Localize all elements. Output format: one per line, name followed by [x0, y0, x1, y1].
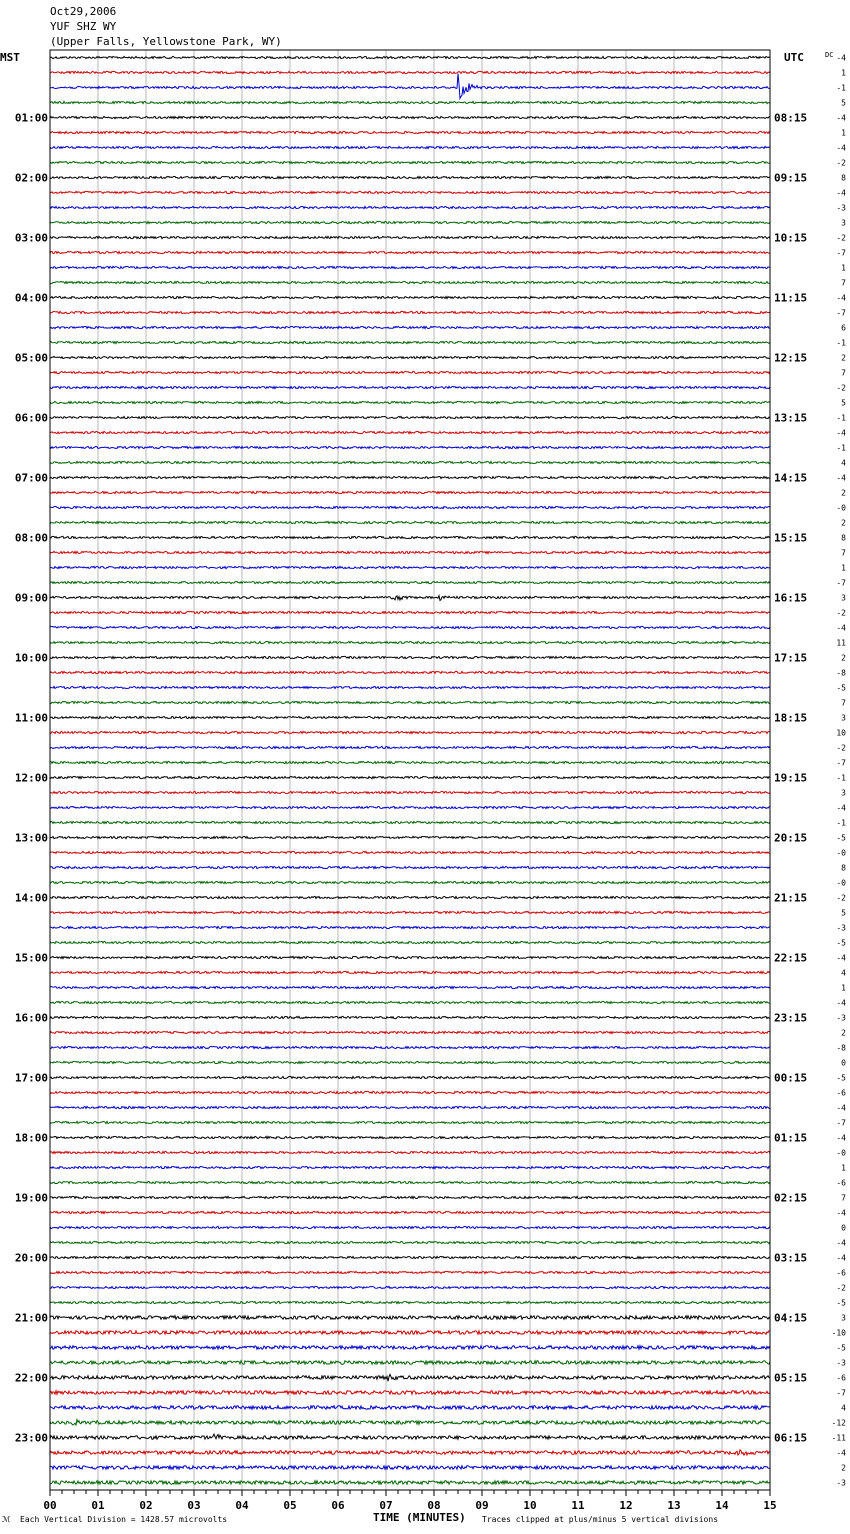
- dc-offset-label: -4: [836, 1238, 846, 1248]
- dc-offset-label: -4: [836, 1448, 846, 1458]
- trace-line: [50, 596, 770, 601]
- dc-offset-label: 3: [841, 593, 846, 603]
- trace-group: [50, 56, 770, 1484]
- left-hour-label: 07:00: [14, 471, 48, 485]
- dc-offset-label: 2: [841, 353, 846, 363]
- dc-offset-label: -1: [836, 773, 846, 783]
- trace-line: [50, 746, 770, 748]
- dc-offset-label: 7: [841, 368, 846, 378]
- trace-line: [50, 491, 770, 493]
- trace-line: [50, 1256, 770, 1258]
- left-hour-label: 17:00: [14, 1071, 48, 1085]
- trace-line: [50, 761, 770, 763]
- station-label: YUF SHZ WY: [50, 20, 117, 33]
- left-hour-label: 06:00: [14, 411, 48, 425]
- x-tick-label: 12: [619, 1499, 633, 1512]
- trace-line: [50, 116, 770, 118]
- trace-line: [50, 1061, 770, 1063]
- right-hour-label: 21:15: [774, 891, 808, 905]
- trace-line: [50, 776, 770, 778]
- dc-offset-label: -1: [836, 443, 846, 453]
- dc-offset-label: 5: [841, 98, 846, 108]
- date-label: Oct29,2006: [50, 5, 117, 18]
- dc-offset-label: -4: [836, 53, 846, 63]
- trace-line: [50, 1450, 770, 1455]
- trace-line: [50, 851, 770, 853]
- dc-offset-label: -7: [836, 308, 846, 318]
- dc-offset-label: -4: [836, 1208, 846, 1218]
- dc-offset-label: 1: [841, 68, 846, 78]
- trace-line: [50, 206, 770, 208]
- dc-offset-label: 1: [841, 563, 846, 573]
- trace-line: [50, 236, 770, 238]
- right-hour-label: 08:15: [774, 111, 808, 125]
- right-hour-label: 05:15: [774, 1371, 808, 1385]
- left-hour-label: 12:00: [14, 771, 48, 785]
- trace-line: [50, 326, 770, 328]
- right-hour-label: 22:15: [774, 951, 808, 965]
- right-hour-label: 19:15: [774, 771, 808, 785]
- x-tick-label: 01: [91, 1499, 105, 1512]
- dc-offset-label: -4: [836, 623, 846, 633]
- trace-line: [50, 581, 770, 583]
- trace-line: [50, 1121, 770, 1123]
- trace-line: [50, 476, 770, 478]
- right-hour-label: 13:15: [774, 411, 808, 425]
- trace-line: [50, 161, 770, 163]
- right-axis-label: UTC: [784, 51, 804, 64]
- trace-line: [50, 74, 770, 99]
- dc-offset-label: -5: [836, 1073, 846, 1083]
- dc-offset-label: -4: [836, 998, 846, 1008]
- dc-offset-label: -7: [836, 1388, 846, 1398]
- trace-line: [50, 551, 770, 553]
- trace-line: [50, 911, 770, 913]
- trace-line: [50, 221, 770, 223]
- trace-line: [50, 521, 770, 523]
- trace-line: [50, 431, 770, 433]
- left-hour-label: 08:00: [14, 531, 48, 545]
- dc-offset-label: 3: [841, 1313, 846, 1323]
- dc-offset-label: -4: [836, 953, 846, 963]
- dc-offset-label: -6: [836, 1268, 846, 1278]
- dc-offset-label: 1: [841, 1163, 846, 1173]
- trace-line: [50, 1031, 770, 1033]
- location-label: (Upper Falls, Yellowstone Park, WY): [50, 35, 282, 48]
- clip-note: Traces clipped at plus/minus 5 vertical divisions: [482, 1515, 719, 1524]
- trace-line: [50, 1241, 770, 1243]
- right-hour-label: 15:15: [774, 531, 808, 545]
- left-hour-label: 19:00: [14, 1191, 48, 1205]
- trace-line: [50, 1001, 770, 1003]
- dc-offset-label: -2: [836, 893, 846, 903]
- dc-offset-label: 1: [841, 983, 846, 993]
- left-hour-label: 14:00: [14, 891, 48, 905]
- trace-line: [50, 926, 770, 928]
- trace-line: [50, 1106, 770, 1108]
- trace-line: [50, 401, 770, 403]
- right-hour-label: 03:15: [774, 1251, 808, 1265]
- trace-line: [50, 611, 770, 613]
- dc-offset-label: -1: [836, 818, 846, 828]
- right-hour-label: 01:15: [774, 1131, 808, 1145]
- right-hour-label: 18:15: [774, 711, 808, 725]
- dc-offset-label: -1: [836, 83, 846, 93]
- right-hour-label: 20:15: [774, 831, 808, 845]
- dc-offset-label: 0: [841, 1058, 846, 1068]
- trace-line: [50, 791, 770, 793]
- right-hour-label: 10:15: [774, 231, 808, 245]
- dc-offset-label: -3: [836, 1478, 846, 1488]
- trace-line: [50, 341, 770, 343]
- left-hour-label: 21:00: [14, 1311, 48, 1325]
- trace-line: [50, 671, 770, 673]
- left-hour-label: 01:00: [14, 111, 48, 125]
- dc-offset-label: -7: [836, 758, 846, 768]
- dc-offset-label: 1: [841, 128, 846, 138]
- trace-line: [50, 356, 770, 358]
- dc-offset-label: -2: [836, 743, 846, 753]
- trace-line: [50, 1166, 770, 1168]
- dc-offset-label: 7: [841, 1193, 846, 1203]
- left-hour-label: 05:00: [14, 351, 48, 365]
- trace-line: [50, 296, 770, 298]
- dc-offset-label: -0: [836, 503, 846, 513]
- dc-offset-label: -4: [836, 428, 846, 438]
- left-hour-label: 02:00: [14, 171, 48, 185]
- trace-line: [50, 1181, 770, 1183]
- right-hour-label: 00:15: [774, 1071, 808, 1085]
- trace-line: [50, 386, 770, 388]
- left-hour-label: 16:00: [14, 1011, 48, 1025]
- dc-offset-label: 1: [841, 263, 846, 273]
- dc-offset-label: -5: [836, 1343, 846, 1353]
- trace-line: [50, 1211, 770, 1213]
- x-tick-label: 10: [523, 1499, 537, 1512]
- trace-line: [50, 131, 770, 133]
- trace-line: [50, 1316, 770, 1320]
- dc-offset-label: -6: [836, 1373, 846, 1383]
- x-tick-label: 06: [331, 1499, 345, 1512]
- x-tick-label: 03: [187, 1499, 201, 1512]
- trace-line: [50, 626, 770, 628]
- dc-offset-label: -2: [836, 383, 846, 393]
- x-tick-label: 09: [475, 1499, 489, 1512]
- x-tick-label: 07: [379, 1499, 393, 1512]
- dc-offset-label: -2: [836, 233, 846, 243]
- trace-line: [50, 1196, 770, 1198]
- dc-offset-label: -0: [836, 878, 846, 888]
- trace-line: [50, 1301, 770, 1303]
- trace-line: [50, 1481, 770, 1485]
- trace-line: [50, 701, 770, 703]
- dc-offset-label: -4: [836, 803, 846, 813]
- right-hour-label: 06:15: [774, 1431, 808, 1445]
- x-tick-label: 00: [43, 1499, 57, 1512]
- dc-offset-label: 8: [841, 173, 846, 183]
- trace-line: [50, 281, 770, 283]
- trace-line: [50, 176, 770, 178]
- trace-line: [50, 71, 770, 73]
- trace-line: [50, 1466, 770, 1470]
- dc-offset-label: -0: [836, 848, 846, 858]
- trace-line: [50, 941, 770, 943]
- dc-offset-label: -4: [836, 473, 846, 483]
- dc-offset-label: -8: [836, 1043, 846, 1053]
- left-hour-label: 15:00: [14, 951, 48, 965]
- left-hour-label: 04:00: [14, 291, 48, 305]
- right-hour-label: 12:15: [774, 351, 808, 365]
- right-hour-label: 04:15: [774, 1311, 808, 1325]
- x-tick-label: 15: [763, 1499, 777, 1512]
- left-hour-label: 23:00: [14, 1431, 48, 1445]
- trace-line: [50, 461, 770, 463]
- x-tick-label: 08: [427, 1499, 441, 1512]
- dc-offset-label: -7: [836, 1118, 846, 1128]
- dc-offset-label: 2: [841, 518, 846, 528]
- dc-offset-label: 4: [841, 1403, 846, 1413]
- trace-line: [50, 146, 770, 148]
- trace-line: [50, 1151, 770, 1153]
- trace-line: [50, 866, 770, 868]
- trace-line: [50, 956, 770, 958]
- trace-line: [50, 716, 770, 718]
- dc-offset-label: 8: [841, 863, 846, 873]
- x-tick-label: 11: [571, 1499, 585, 1512]
- dc-offset-label: -4: [836, 113, 846, 123]
- dc-offset-label: -11: [831, 1433, 846, 1443]
- left-axis-label: MST: [0, 51, 20, 64]
- trace-line: [50, 641, 770, 643]
- trace-line: [50, 1346, 770, 1350]
- dc-offset-label: -3: [836, 1013, 846, 1023]
- trace-line: [50, 1076, 770, 1078]
- trace-line: [50, 251, 770, 253]
- dc-offset-label: 2: [841, 653, 846, 663]
- dc-offset-label: -4: [836, 188, 846, 198]
- dc-offset-label: -3: [836, 1358, 846, 1368]
- dc-offset-label: -4: [836, 1103, 846, 1113]
- dc-offset-label: 3: [841, 788, 846, 798]
- dc-offset-label: -8: [836, 668, 846, 678]
- dc-offset-label: 3: [841, 713, 846, 723]
- trace-line: [50, 311, 770, 313]
- left-hour-label: 11:00: [14, 711, 48, 725]
- x-tick-label: 14: [715, 1499, 729, 1512]
- dc-offset-label: -2: [836, 158, 846, 168]
- dc-offset-label: -4: [836, 1253, 846, 1263]
- trace-line: [50, 686, 770, 688]
- trace-line: [50, 1226, 770, 1228]
- left-hour-label: 18:00: [14, 1131, 48, 1145]
- trace-line: [50, 1136, 770, 1138]
- trace-line: [50, 56, 770, 58]
- dc-offset-label: 7: [841, 548, 846, 558]
- trace-line: [50, 986, 770, 988]
- dc-offset-label: 4: [841, 458, 846, 468]
- trace-line: [50, 1286, 770, 1288]
- dc-offset-label: 2: [841, 488, 846, 498]
- trace-line: [50, 446, 770, 448]
- dc-offset-label: -2: [836, 1283, 846, 1293]
- trace-line: [50, 566, 770, 568]
- left-hour-label: 22:00: [14, 1371, 48, 1385]
- left-hour-label: 13:00: [14, 831, 48, 845]
- right-hour-label: 23:15: [774, 1011, 808, 1025]
- dc-offset-label: 2: [841, 1463, 846, 1473]
- x-tick-label: 13: [667, 1499, 681, 1512]
- trace-line: [50, 416, 770, 418]
- x-axis-title: TIME (MINUTES): [373, 1511, 466, 1524]
- trace-line: [50, 1391, 770, 1395]
- dc-offset-label: -3: [836, 923, 846, 933]
- trace-line: [50, 506, 770, 508]
- trace-line: [50, 1091, 770, 1093]
- dc-offset-label: 8: [841, 533, 846, 543]
- right-hour-label: 02:15: [774, 1191, 808, 1205]
- trace-line: [50, 656, 770, 658]
- trace-line: [50, 536, 770, 538]
- dc-offset-label: -1: [836, 413, 846, 423]
- dc-offset-label: -5: [836, 833, 846, 843]
- dc-offset-label: -1: [836, 338, 846, 348]
- dc-offset-label: -6: [836, 1088, 846, 1098]
- right-hour-label: 16:15: [774, 591, 808, 605]
- trace-line: [50, 371, 770, 373]
- trace-line: [50, 101, 770, 103]
- left-hour-label: 20:00: [14, 1251, 48, 1265]
- dc-offset-label: -7: [836, 578, 846, 588]
- axis-labels: [0, 51, 846, 1512]
- trace-line: [50, 1374, 770, 1381]
- left-hour-label: 09:00: [14, 591, 48, 605]
- dc-offset-label: -4: [836, 293, 846, 303]
- right-hour-label: 17:15: [774, 651, 808, 665]
- dc-offset-label: -4: [836, 1133, 846, 1143]
- x-tick-label: 02: [139, 1499, 153, 1512]
- trace-line: [50, 731, 770, 733]
- trace-line: [50, 1331, 770, 1335]
- dc-offset-label: 0: [841, 1223, 846, 1233]
- dc-offset-label: -7: [836, 248, 846, 258]
- trace-line: [50, 1420, 770, 1425]
- dc-offset-label: 5: [841, 908, 846, 918]
- trace-line: [50, 1046, 770, 1048]
- dc-offset-label: -0: [836, 1148, 846, 1158]
- trace-line: [50, 1016, 770, 1018]
- dc-offset-label: -6: [836, 1178, 846, 1188]
- dc-offset-label: -4: [836, 143, 846, 153]
- right-hour-label: 14:15: [774, 471, 808, 485]
- trace-line: [50, 881, 770, 883]
- dc-offset-label: -3: [836, 203, 846, 213]
- scale-note: Each Vertical Division = 1428.57 microvolts: [20, 1515, 228, 1524]
- left-hour-label: 10:00: [14, 651, 48, 665]
- trace-line: [50, 971, 770, 973]
- right-hour-label: 11:15: [774, 291, 808, 305]
- dc-offset-label: -12: [831, 1418, 846, 1428]
- trace-line: [50, 266, 770, 268]
- dc-offset-label: -10: [831, 1328, 846, 1338]
- trace-line: [50, 1406, 770, 1410]
- dc-offset-label: -5: [836, 938, 846, 948]
- dc-header-label: DC: [825, 51, 834, 59]
- dc-offset-label: 7: [841, 278, 846, 288]
- x-tick-label: 04: [235, 1499, 249, 1512]
- dc-offset-label: 7: [841, 698, 846, 708]
- dc-offset-label: 6: [841, 323, 846, 333]
- trace-line: [50, 821, 770, 823]
- trace-line: [50, 896, 770, 898]
- trace-line: [50, 1271, 770, 1273]
- dc-offset-label: 2: [841, 1028, 846, 1038]
- dc-offset-label: -2: [836, 608, 846, 618]
- x-tick-label: 05: [283, 1499, 297, 1512]
- trace-line: [50, 1434, 770, 1439]
- dc-offset-label: 10: [836, 728, 846, 738]
- trace-line: [50, 1361, 770, 1365]
- trace-line: [50, 836, 770, 838]
- trace-line: [50, 191, 770, 193]
- dc-offset-label: 4: [841, 968, 846, 978]
- dc-offset-label: 3: [841, 218, 846, 228]
- corner-mark: ℳ: [2, 1515, 11, 1524]
- dc-offset-label: 11: [836, 638, 846, 648]
- right-hour-label: 09:15: [774, 171, 808, 185]
- left-hour-label: 03:00: [14, 231, 48, 245]
- dc-offset-label: 5: [841, 398, 846, 408]
- dc-offset-label: -5: [836, 683, 846, 693]
- trace-line: [50, 806, 770, 808]
- dc-offset-label: -5: [836, 1298, 846, 1308]
